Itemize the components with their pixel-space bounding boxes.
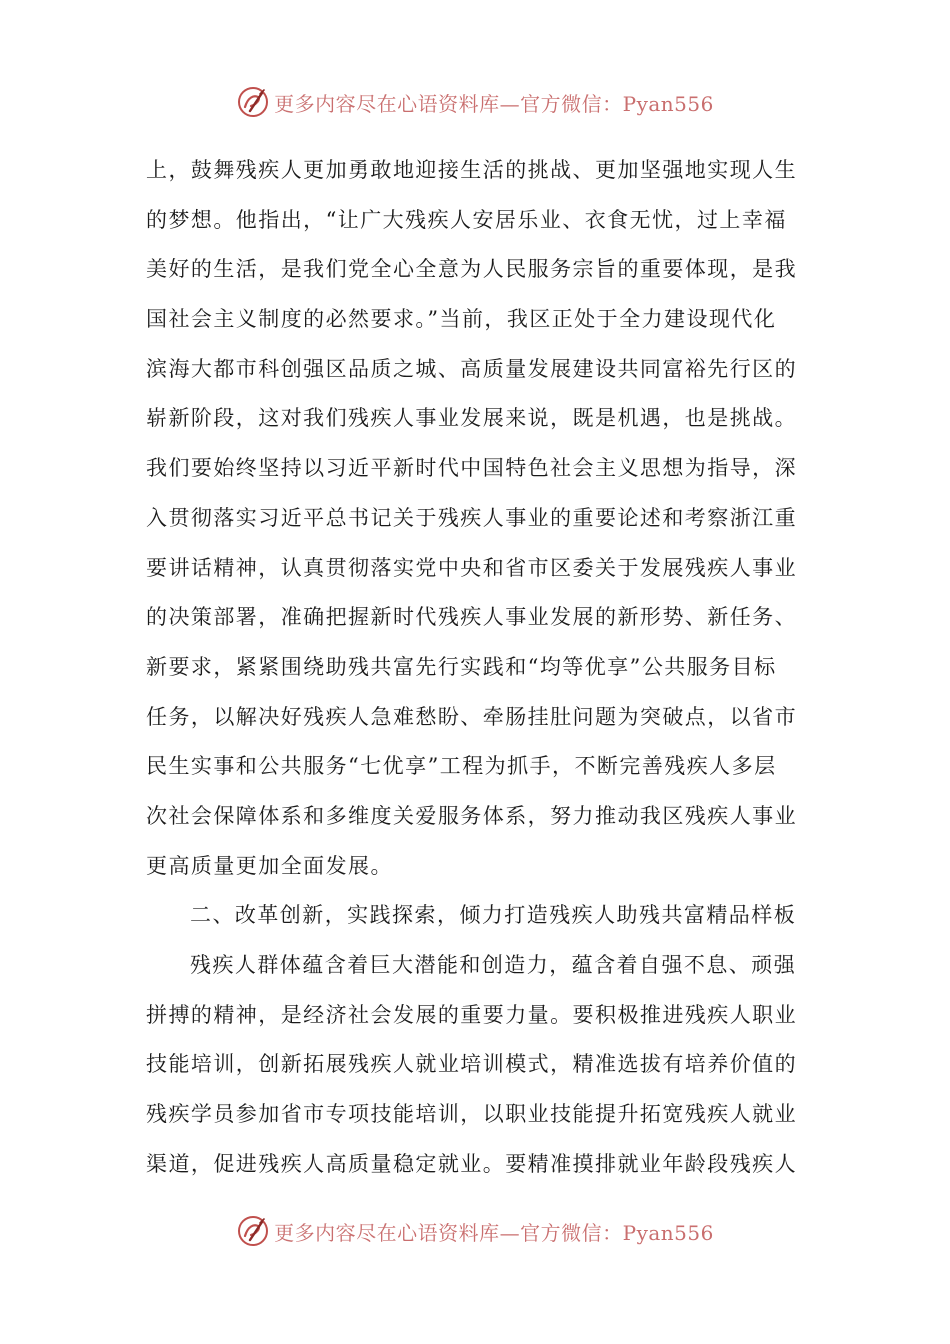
body-line: 技能培训，创新拓展残疾人就业培训模式，精准选拔有培养价值的 (146, 1052, 798, 1077)
body-line: 崭新阶段，这对我们残疾人事业发展来说，既是机遇，也是挑战。 (146, 406, 798, 431)
section-heading: 二、改革创新，实践探索，倾力打造残疾人助残共富精品样板 (190, 903, 797, 928)
body-line: 渠道，促进残疾人高质量稳定就业。要精准摸排就业年龄段残疾人 (146, 1151, 798, 1176)
footer-banner-text: 更多内容尽在心语资料库—官方微信：Pyan556 (274, 1220, 714, 1245)
signature-pen-logo-icon (236, 85, 270, 119)
body-line: 的梦想。他指出，“让广大残疾人安居乐业、衣食无忧，过上幸福 (146, 207, 787, 232)
body-line: 入贯彻落实习近平总书记关于残疾人事业的重要论述和考察浙江重 (146, 505, 798, 530)
body-line: 残疾人群体蕴含着巨大潜能和创造力，蕴含着自强不息、顽强 (190, 953, 797, 977)
body-line: 滨海大都市科创强区品质之城、高质量发展建设共同富裕先行区的 (146, 356, 798, 381)
body-line: 新要求，紧紧围绕助残共富先行实践和“均等优享”公共服务目标 (146, 654, 777, 679)
body-line: 残疾学员参加省市专项技能培训，以职业技能提升拓宽残疾人就业 (146, 1102, 798, 1127)
header-banner (0, 82, 950, 122)
body-line: 美好的生活，是我们党全心全意为人民服务宗旨的重要体现，是我 (146, 257, 798, 282)
body-line: 国社会主义制度的必然要求。”当前，我区正处于全力建设现代化 (146, 307, 777, 332)
body-line: 民生实事和公共服务“七优享”工程为抓手，不断完善残疾人多层 (146, 754, 777, 779)
signature-pen-logo-icon (236, 1214, 270, 1248)
body-line: 我们要始终坚持以习近平新时代中国特色社会主义思想为指导，深 (146, 456, 798, 481)
body-line: 任务，以解决好残疾人急难愁盼、牵肠挂肚问题为突破点，以省市 (146, 704, 798, 729)
document-body (146, 146, 806, 1189)
body-line: 次社会保障体系和多维度关爱服务体系，努力推动我区残疾人事业 (146, 803, 798, 828)
body-line: 拼搏的精神，是经济社会发展的重要力量。要积极推进残疾人职业 (146, 1002, 798, 1027)
body-line: 更高质量更加全面发展。 (146, 853, 393, 878)
body-line: 要讲话精神，认真贯彻落实党中央和省市区委关于发展残疾人事业 (146, 555, 798, 580)
footer-banner (0, 1211, 950, 1251)
header-banner-text: 更多内容尽在心语资料库—官方微信：Pyan556 (274, 91, 714, 116)
body-line: 上，鼓舞残疾人更加勇敢地迎接生活的挑战、更加坚强地实现人生 (146, 158, 798, 182)
body-line: 的决策部署，准确把握新时代残疾人事业发展的新形势、新任务、 (146, 605, 798, 630)
